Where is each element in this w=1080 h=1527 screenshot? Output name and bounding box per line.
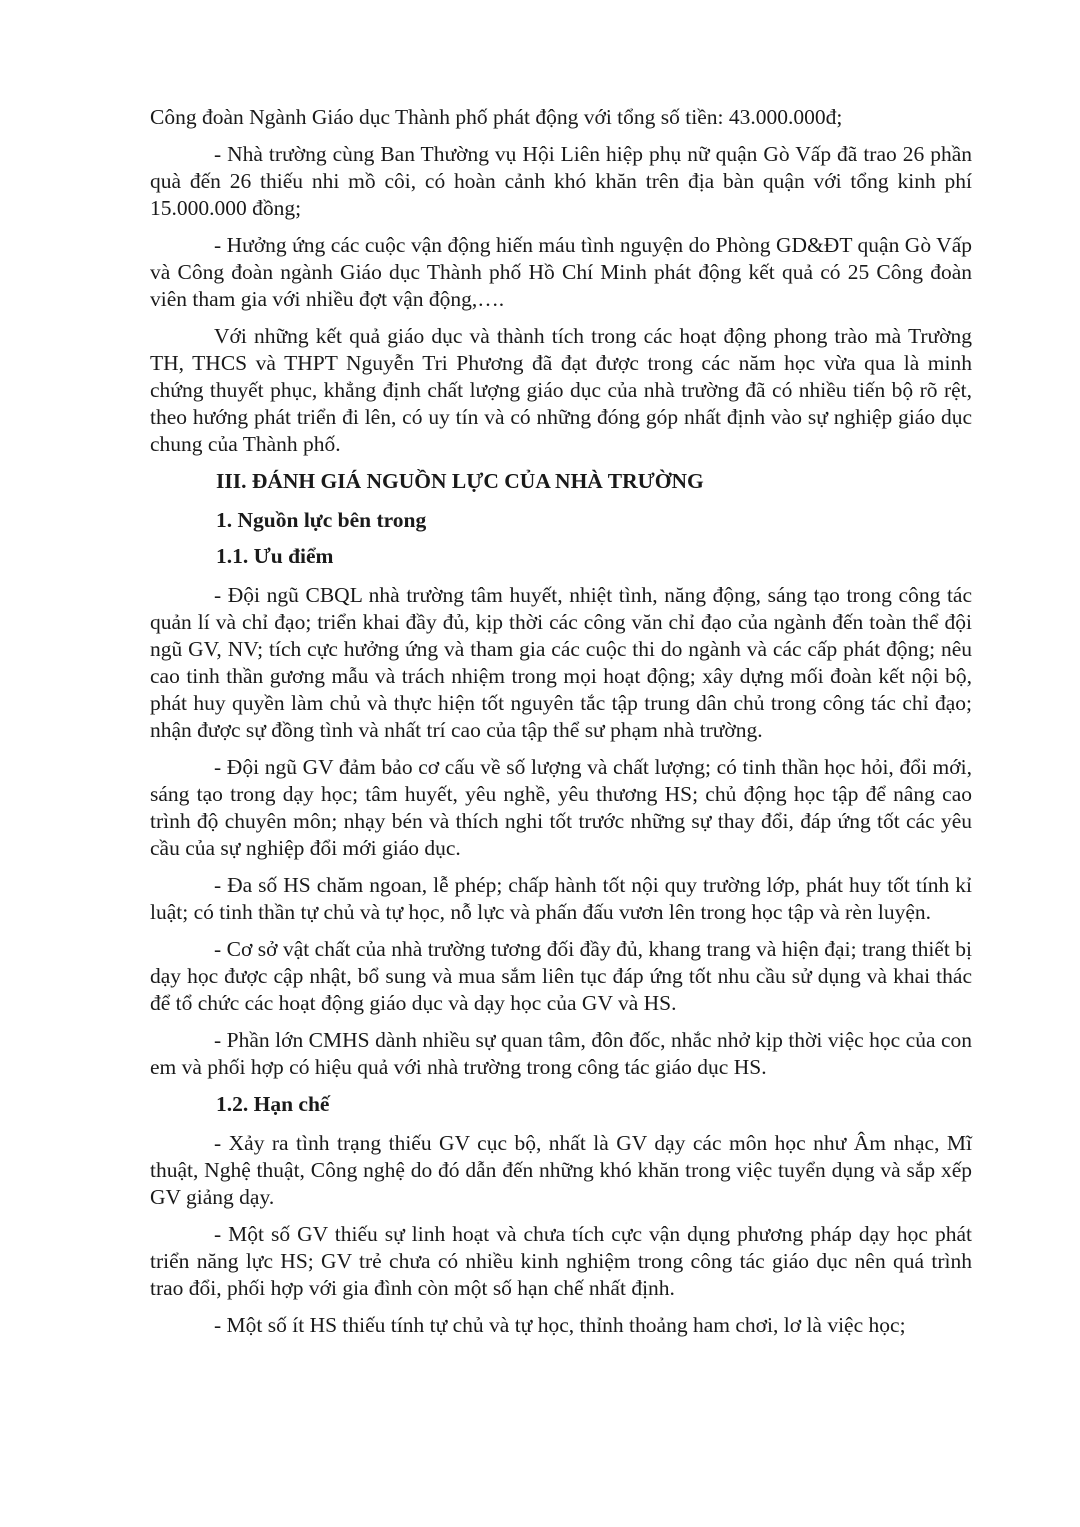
- paragraph-union-donation: Công đoàn Ngành Giáo dục Thành phố phát động với tổng số tiền: 43.000.000đ;: [150, 105, 843, 129]
- subsection-heading-limitations: 1.2. Hạn chế: [216, 1092, 330, 1116]
- document-page: [150, 104, 972, 1349]
- paragraph-blood-donation: - Hưởng ứng các cuộc vận động hiến máu tình nguyện do Phòng GD&ĐT quận Gò Vấp và Công đoàn ngành Giáo dục Thành phố Hồ Chí Minh phát động kết quả có 25 Công đoàn viên tham gia với nhiều đợt vận động,….: [150, 233, 972, 311]
- paragraph-parents: - Phần lớn CMHS dành nhiều sự quan tâm, đôn đốc, nhắc nhở kịp thời việc học của con em và phối hợp có hiệu quả với nhà trường trong công tác giáo dục HS.: [150, 1028, 972, 1079]
- paragraph-teaching-staff: - Đội ngũ GV đảm bảo cơ cấu về số lượng và chất lượng; có tinh thần học hỏi, đổi mới, sáng tạo trong dạy học; tâm huyết, yêu nghề, yêu thương HS; chủ động học tập để nâng cao trình độ chuyên môn; nhạy bén và thích nghi tốt trước những sự thay đổi, đáp ứng tốt các yêu cầu của sự nghiệp đổi mới giáo dục.: [150, 755, 972, 860]
- subsection-heading-strengths: 1.1. Ưu điểm: [216, 544, 334, 568]
- paragraph-students: - Đa số HS chăm ngoan, lễ phép; chấp hành tốt nội quy trường lớp, phát huy tốt tính kỉ luật; có tinh thần tự chủ và tự học, nỗ lực và phấn đấu vươn lên trong học tập và rèn luyện.: [150, 873, 972, 924]
- paragraph-teaching-methods: - Một số GV thiếu sự linh hoạt và chưa tích cực vận dụng phương pháp dạy học phát triển năng lực HS; GV trẻ chưa có nhiều kinh nghiệm trong công tác giáo dục nên quá trình trao đổi, phối hợp với gia đình còn một số hạn chế nhất định.: [150, 1222, 972, 1300]
- paragraph-facilities: - Cơ sở vật chất của nhà trường tương đối đầy đủ, khang trang và hiện đại; trang thiết bị dạy học được cập nhật, bổ sung và mua sắm liên tục đáp ứng tốt nhu cầu sử dụng và khai thác để tổ chức các hoạt động giáo dục và dạy học của GV và HS.: [150, 937, 972, 1015]
- paragraph-gifts-orphans: - Nhà trường cùng Ban Thường vụ Hội Liên hiệp phụ nữ quận Gò Vấp đã trao 26 phần quà đến 26 thiếu nhi mồ côi, có hoàn cảnh khó khăn trên địa bàn quận với tổng kinh phí 15.000.000 đồng;: [150, 142, 972, 220]
- paragraph-student-weakness: - Một số ít HS thiếu tính tự chủ và tự học, thỉnh thoảng ham chơi, lơ là việc học;: [214, 1313, 906, 1337]
- section-heading-resources: III. ĐÁNH GIÁ NGUỒN LỰC CỦA NHÀ TRƯỜNG: [216, 469, 704, 493]
- paragraph-management-staff: - Đội ngũ CBQL nhà trường tâm huyết, nhiệt tình, năng động, sáng tạo trong công tác quản lí và chỉ đạo; triển khai đầy đủ, kịp thời các công văn chỉ đạo của ngành đến toàn thể đội ngũ GV, NV; tích cực hưởng ứng và tham gia các cuộc thi do ngành và các cấp phát động; nêu cao tinh thần gương mẫu và trách nhiệm trong mọi hoạt động; xây dựng mối đoàn kết nội bộ, phát huy quyền làm chủ và thực hiện tốt nguyên tắc tập trung dân chủ trong công tác chỉ đạo; nhận được sự đồng tình và nhất trí cao của tập thể sư phạm nhà trường.: [150, 583, 972, 742]
- paragraph-teacher-shortage: - Xảy ra tình trạng thiếu GV cục bộ, nhất là GV dạy các môn học như Âm nhạc, Mĩ thuật, Nghệ thuật, Công nghệ do đó dẫn đến những khó khăn trong việc tuyển dụng và sắp xếp GV giảng dạy.: [150, 1131, 972, 1209]
- paragraph-summary-achievements: Với những kết quả giáo dục và thành tích trong các hoạt động phong trào mà Trường TH, THCS và THPT Nguyễn Tri Phương đã đạt được trong các năm học vừa qua là minh chứng thuyết phục, khẳng định chất lượng giáo dục của nhà trường đã có nhiều tiến bộ rõ rệt, theo hướng phát triển đi lên, có uy tín và có những đóng góp nhất định vào sự nghiệp giáo dục chung của Thành phố.: [150, 324, 972, 456]
- subsection-heading-internal: 1. Nguồn lực bên trong: [216, 508, 427, 532]
